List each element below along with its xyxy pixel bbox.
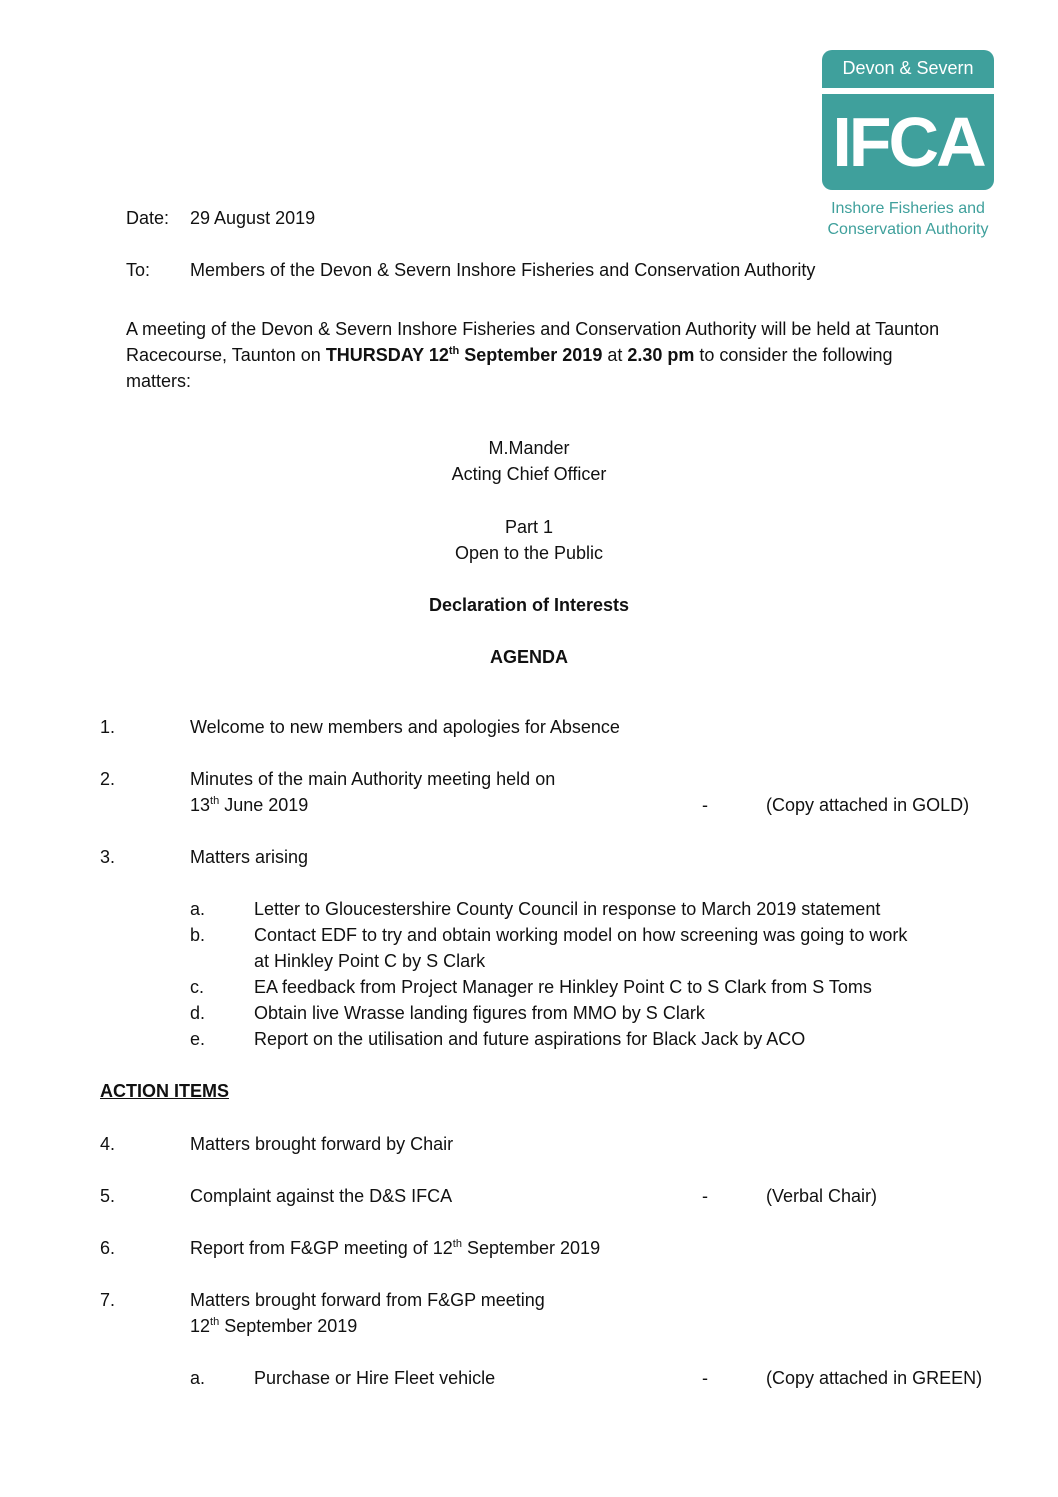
intro-mid: at (602, 345, 628, 365)
item-7a-text: Purchase or Hire Fleet vehicle (254, 1368, 496, 1388)
item-3b-text2: at Hinkley Point C by S Clark (254, 951, 486, 971)
item-3e-text: Report on the utilisation and future aspirations for Black Jack by ACO (254, 1029, 806, 1049)
item-3e-letter: e. (190, 1029, 206, 1049)
logo-top-text: Devon & Severn (822, 50, 994, 88)
intro-day-text: THURSDAY 12 (325, 345, 449, 365)
item-7-line2 (190, 1316, 357, 1337)
item-2-line2 (190, 795, 308, 816)
item-6-text (190, 1238, 600, 1259)
item-7-sup: th (210, 1316, 220, 1328)
item-2-number: 2. (100, 769, 116, 789)
item-7-line1: Matters brought forward from F&GP meeting (190, 1290, 545, 1310)
item-3-number: 3. (100, 847, 116, 867)
item-7a-letter: a. (190, 1368, 206, 1388)
item-7-number: 7. (100, 1290, 116, 1310)
item-3-text: Matters arising (190, 847, 309, 867)
item-4-text: Matters brought forward by Chair (190, 1134, 454, 1154)
intro-part1: A meeting of the Devon & Severn Inshore Fisheries and Conservation Authority will be held at Taunton Racecourse, Taunton on (126, 319, 940, 365)
date-value: 29 August 2019 (190, 208, 316, 228)
item-5-dash: - (702, 1186, 708, 1206)
item-7a-dash: - (702, 1368, 708, 1388)
item-2-sup: th (210, 795, 220, 807)
item-3a-letter: a. (190, 899, 206, 919)
item-3d-letter: d. (190, 1003, 206, 1023)
item-5-note: (Verbal Chair) (766, 1186, 878, 1206)
declaration-heading: Declaration of Interests (428, 595, 630, 615)
item-2-line1: Minutes of the main Authority meeting held on (190, 769, 556, 789)
action-items-heading: ACTION ITEMS (100, 1081, 229, 1101)
item-3b-text: Contact EDF to try and obtain working model on how screening was going to work (254, 925, 908, 945)
logo-subtitle (822, 198, 994, 240)
item-2-note: (Copy attached in GOLD) (766, 795, 970, 815)
intro-day (326, 345, 603, 365)
intro-day-sup: th (448, 345, 460, 357)
item-6-text-a: Report from F&GP meeting of 12 (190, 1238, 453, 1258)
logo-main-block (822, 94, 994, 190)
item-6-sup: th (452, 1238, 462, 1250)
item-6-text-b: September 2019 (461, 1238, 601, 1258)
logo-sub-line2: Conservation Authority (827, 221, 989, 238)
item-2-month: June 2019 (219, 795, 309, 815)
ifca-logo (822, 50, 994, 240)
part-subheading: Open to the Public (454, 543, 604, 563)
item-1-text: Welcome to new members and apologies for Absence (190, 717, 620, 737)
to-label: To: (126, 260, 151, 280)
item-3d-text: Obtain live Wrasse landing figures from MMO by S Clark (254, 1003, 705, 1023)
item-6-number: 6. (100, 1238, 116, 1258)
item-4-number: 4. (100, 1134, 116, 1154)
logo-main-text: IFCA (832, 103, 984, 181)
item-3c-text: EA feedback from Project Manager re Hinkley Point C to S Clark from S Toms (254, 977, 872, 997)
item-5-text: Complaint against the D&S IFCA (190, 1186, 453, 1206)
intro-day-rest: September 2019 (459, 345, 603, 365)
logo-sub-line1: Inshore Fisheries and (831, 200, 985, 217)
item-7-month: September 2019 (219, 1316, 358, 1336)
intro-time: 2.30 pm (627, 345, 695, 365)
part-heading: Part 1 (504, 517, 554, 537)
item-2-dash: - (702, 795, 708, 815)
item-1-number: 1. (100, 717, 116, 737)
item-5-number: 5. (100, 1186, 116, 1206)
item-7a-note: (Copy attached in GREEN) (766, 1368, 983, 1388)
item-2-day: 13 (190, 795, 211, 815)
signatory-title: Acting Chief Officer (451, 464, 607, 484)
intro-end: to consider the following matters: (126, 345, 893, 391)
item-3a-text: Letter to Gloucestershire County Council in response to March 2019 statement (254, 899, 881, 919)
item-3b-letter: b. (190, 925, 206, 945)
agenda-title: AGENDA (489, 647, 568, 667)
item-3c-letter: c. (190, 977, 205, 997)
item-7-day: 12 (190, 1316, 211, 1336)
to-value: Members of the Devon & Severn Inshore Fisheries and Conservation Authority (190, 260, 816, 280)
intro-paragraph (126, 316, 946, 394)
signatory-name: M.Mander (488, 438, 570, 458)
date-label: Date: (126, 208, 170, 228)
